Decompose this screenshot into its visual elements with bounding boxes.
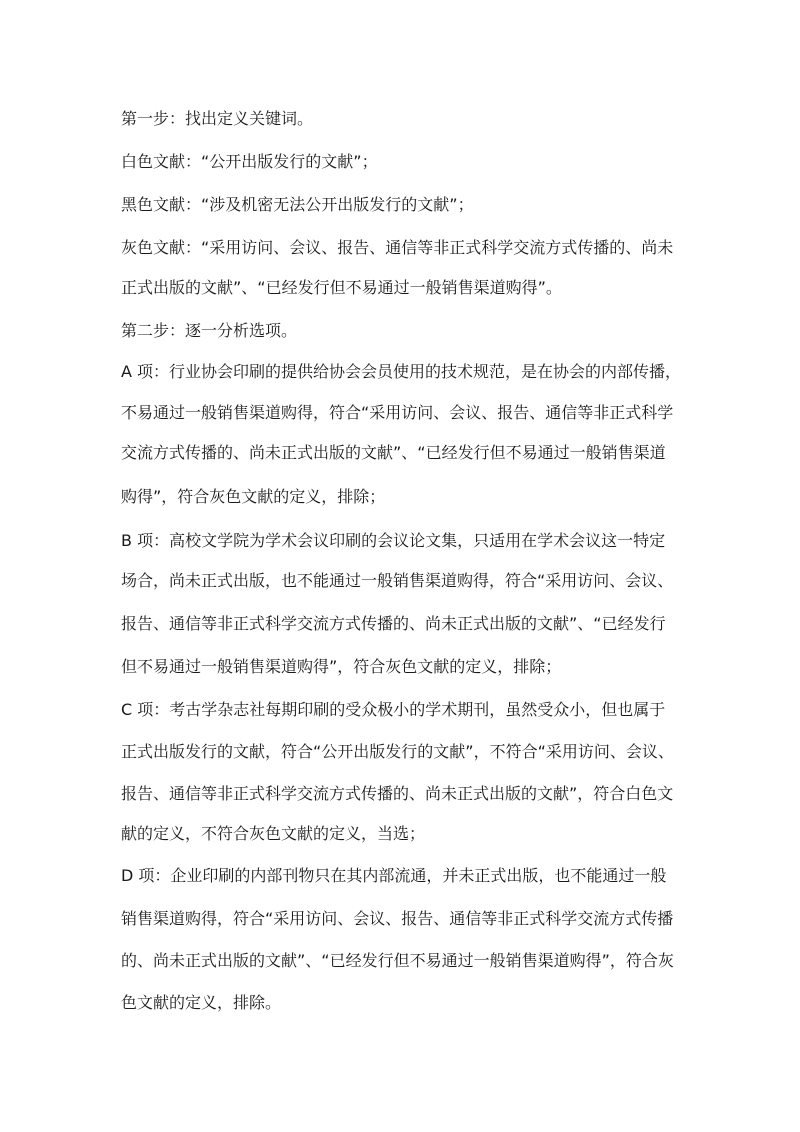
option-d-line-1: D 项：企业印刷的内部刊物只在其内部流通，并未正式出版，也不能通过一般 <box>121 866 667 885</box>
option-a-line-3: 交流方式传播的、尚未正式出版的文献”、“已经发行但不易通过一般销售渠道 <box>121 443 666 462</box>
option-c-line-2: 正式出版发行的文献，符合“公开出版发行的文献”，不符合“采用访问、会议、 <box>121 742 674 761</box>
option-d-line-2: 销售渠道购得，符合“采用访问、会议、报告、通信等非正式科学交流方式传播 <box>121 909 674 928</box>
step-two-heading: 第二步：逐一分析选项。 <box>121 321 298 340</box>
step-one-heading: 第一步：找出定义关键词。 <box>121 109 314 128</box>
gray-literature-definition-line-2: 正式出版的文献”、“已经发行但不易通过一般销售渠道购得”。 <box>121 278 562 297</box>
option-a-line-1: A 项：行业协会印刷的提供给协会会员使用的技术规范，是在协会的内部传播， <box>121 362 682 381</box>
option-c-line-4: 献的定义，不符合灰色文献的定义，当选； <box>121 824 426 843</box>
option-c-line-3: 报告、通信等非正式科学交流方式传播的、尚未正式出版的文献”，符合白色文 <box>121 784 674 803</box>
option-d-line-4: 色文献的定义，排除。 <box>121 993 282 1012</box>
option-b-line-3: 报告、通信等非正式科学交流方式传播的、尚未正式出版的文献”、“已经发行 <box>121 614 666 633</box>
option-c-line-1: C 项：考古学杂志社每期印刷的受众极小的学术期刊，虽然受众小，但也属于 <box>121 700 666 719</box>
option-b-line-2: 场合，尚未正式出版，也不能通过一般销售渠道购得，符合“采用访问、会议、 <box>121 571 674 590</box>
black-literature-definition: 黑色文献：“涉及机密无法公开出版发行的文献”； <box>121 195 474 214</box>
option-a-line-4: 购得”，符合灰色文献的定义，排除； <box>121 487 386 506</box>
option-b-line-1: B 项：高校文学院为学术会议印刷的会议论文集，只适用在学术会议这一特定 <box>121 531 666 550</box>
white-literature-definition: 白色文献：“公开出版发行的文献”； <box>121 152 378 171</box>
gray-literature-definition-line-1: 灰色文献：“采用访问、会议、报告、通信等非正式科学交流方式传播的、尚未 <box>121 238 674 257</box>
option-d-line-3: 的、尚未正式出版的文献”、“已经发行但不易通过一般销售渠道购得”，符合灰 <box>121 951 674 970</box>
option-a-line-2: 不易通过一般销售渠道购得，符合“采用访问、会议、报告、通信等非正式科学 <box>121 403 674 422</box>
option-b-line-4: 但不易通过一般销售渠道购得”，符合灰色文献的定义，排除； <box>121 657 562 676</box>
